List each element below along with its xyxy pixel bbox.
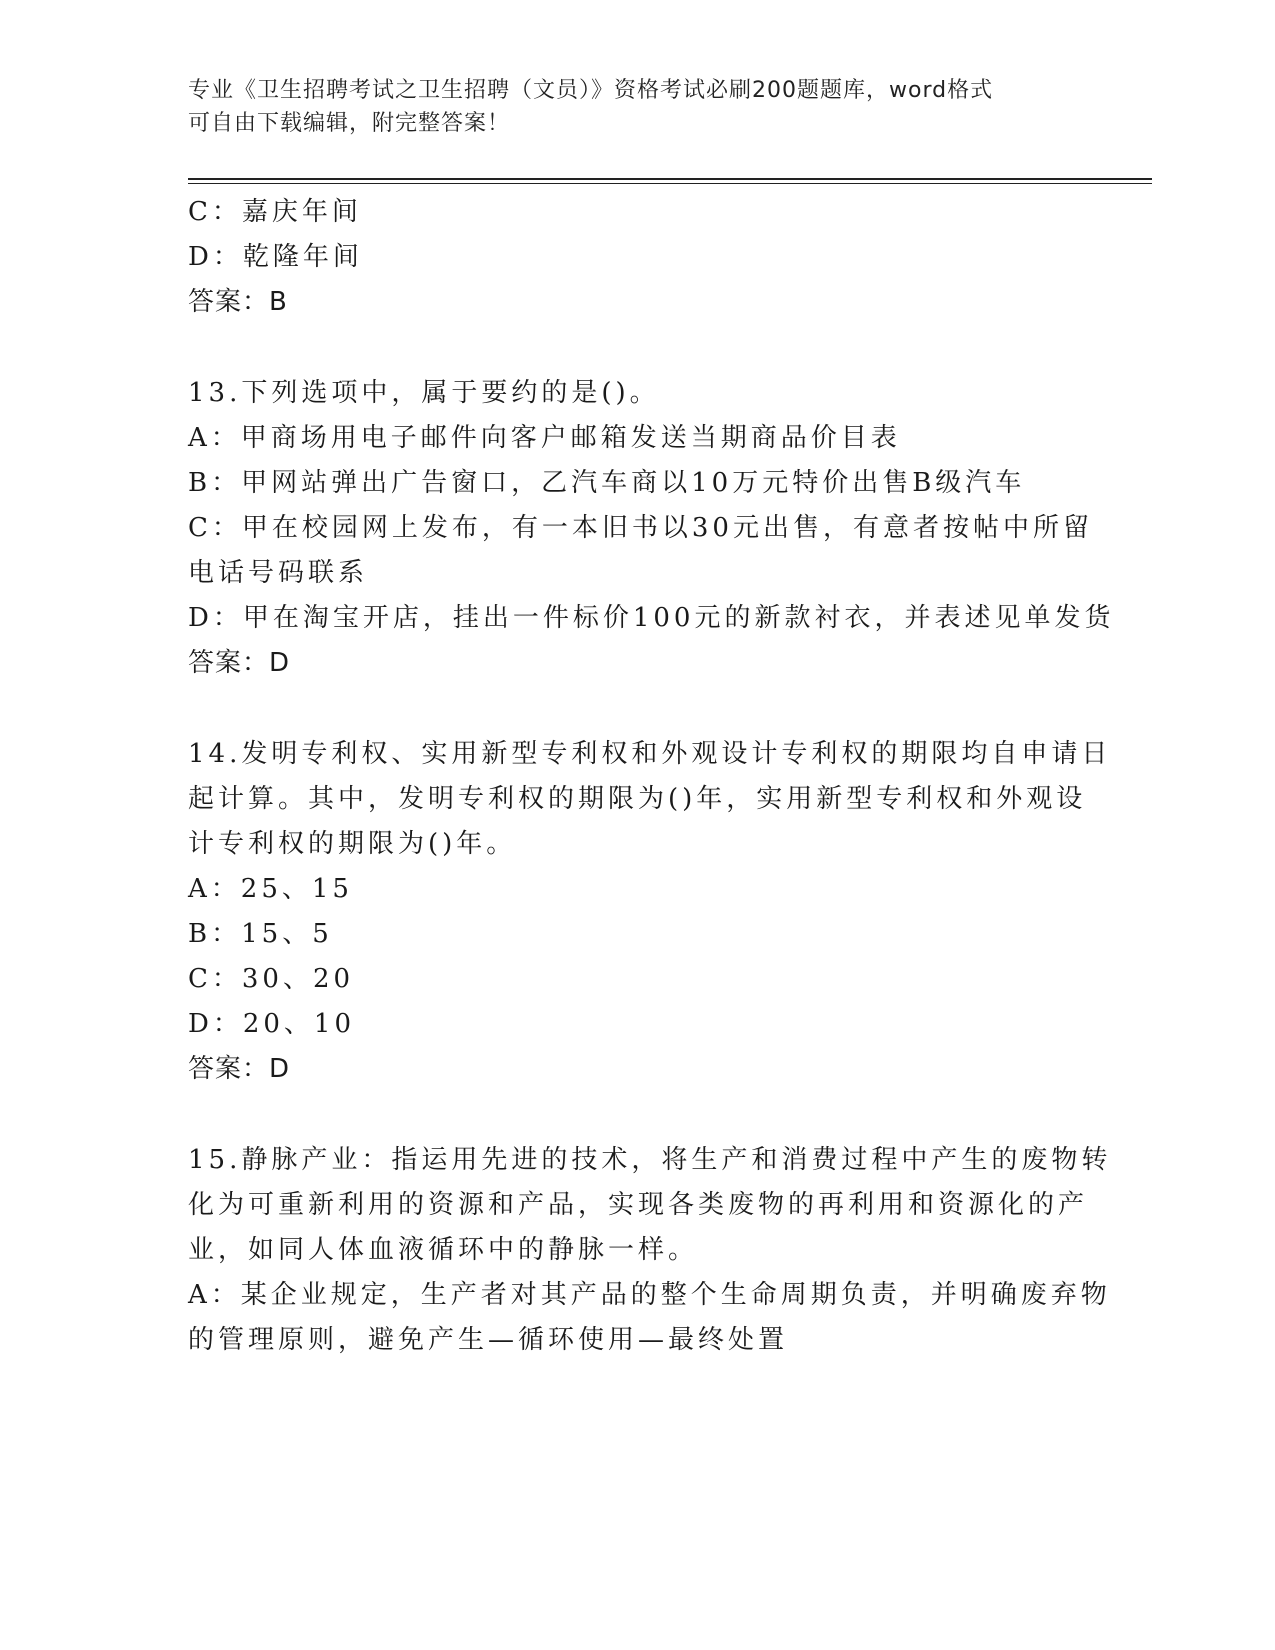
header-line-1: 专业《卫生招聘考试之卫生招聘（文员）》资格考试必刷200题题库，word格式 [188,78,994,103]
document-header [188,74,1068,140]
option-d: D：乾隆年间 [188,242,363,272]
answer-line: 答案：D [188,1054,291,1084]
option-c-continued: 电话号码联系 [188,558,369,588]
option-a-continued: 的管理原则，避免产生—循环使用—最终处置 [188,1325,789,1355]
question-stem-continued: 起计算。其中，发明专利权的期限为()年，实用新型专利权和外观设 [188,784,1087,814]
header-rule-thin [188,183,1152,184]
header-rule-thick [188,178,1152,180]
option-a: A：甲商场用电子邮件向客户邮箱发送当期商品价目表 [188,423,901,453]
question-block [188,732,1112,1092]
option-c: C：嘉庆年间 [188,197,362,227]
question-stem-continued: 业，如同人体血液循环中的静脉一样。 [188,1235,699,1265]
option-d: D：甲在淘宝开店，挂出一件标价100元的新款衬衣，并表述见单发货 [188,603,1115,633]
option-b: B：甲网站弹出广告窗口，乙汽车商以10万元特价出售B级汽车 [188,468,1026,498]
question-block [188,371,1115,686]
question-stem-continued: 化为可重新利用的资源和产品，实现各类废物的再利用和资源化的产 [188,1190,1089,1220]
answer-line: 答案：D [188,648,291,678]
question-content [188,190,1115,1363]
question-stem: 14.发明专利权、实用新型专利权和外观设计专利权的期限均自申请日 [188,739,1112,769]
question-stem: 13.下列选项中，属于要约的是()。 [188,378,660,408]
question-stem-continued: 计专利权的期限为()年。 [188,829,517,859]
option-d: D：20、10 [188,1009,356,1039]
question-stem: 15.静脉产业：指运用先进的技术，将生产和消费过程中产生的废物转 [188,1145,1112,1175]
option-c: C：甲在校园网上发布，有一本旧书以30元出售，有意者按帖中所留 [188,513,1093,543]
option-a: A：25、15 [188,874,353,904]
question-block [188,1138,1112,1363]
option-a: A：某企业规定，生产者对其产品的整个生命周期负责，并明确废弃物 [188,1280,1111,1310]
option-c: C：30、20 [188,964,355,994]
answer-line: 答案：B [188,287,288,317]
header-line-2: 可自由下载编辑，附完整答案！ [188,111,511,136]
option-b: B：15、5 [188,919,333,949]
question-block [188,190,1088,325]
